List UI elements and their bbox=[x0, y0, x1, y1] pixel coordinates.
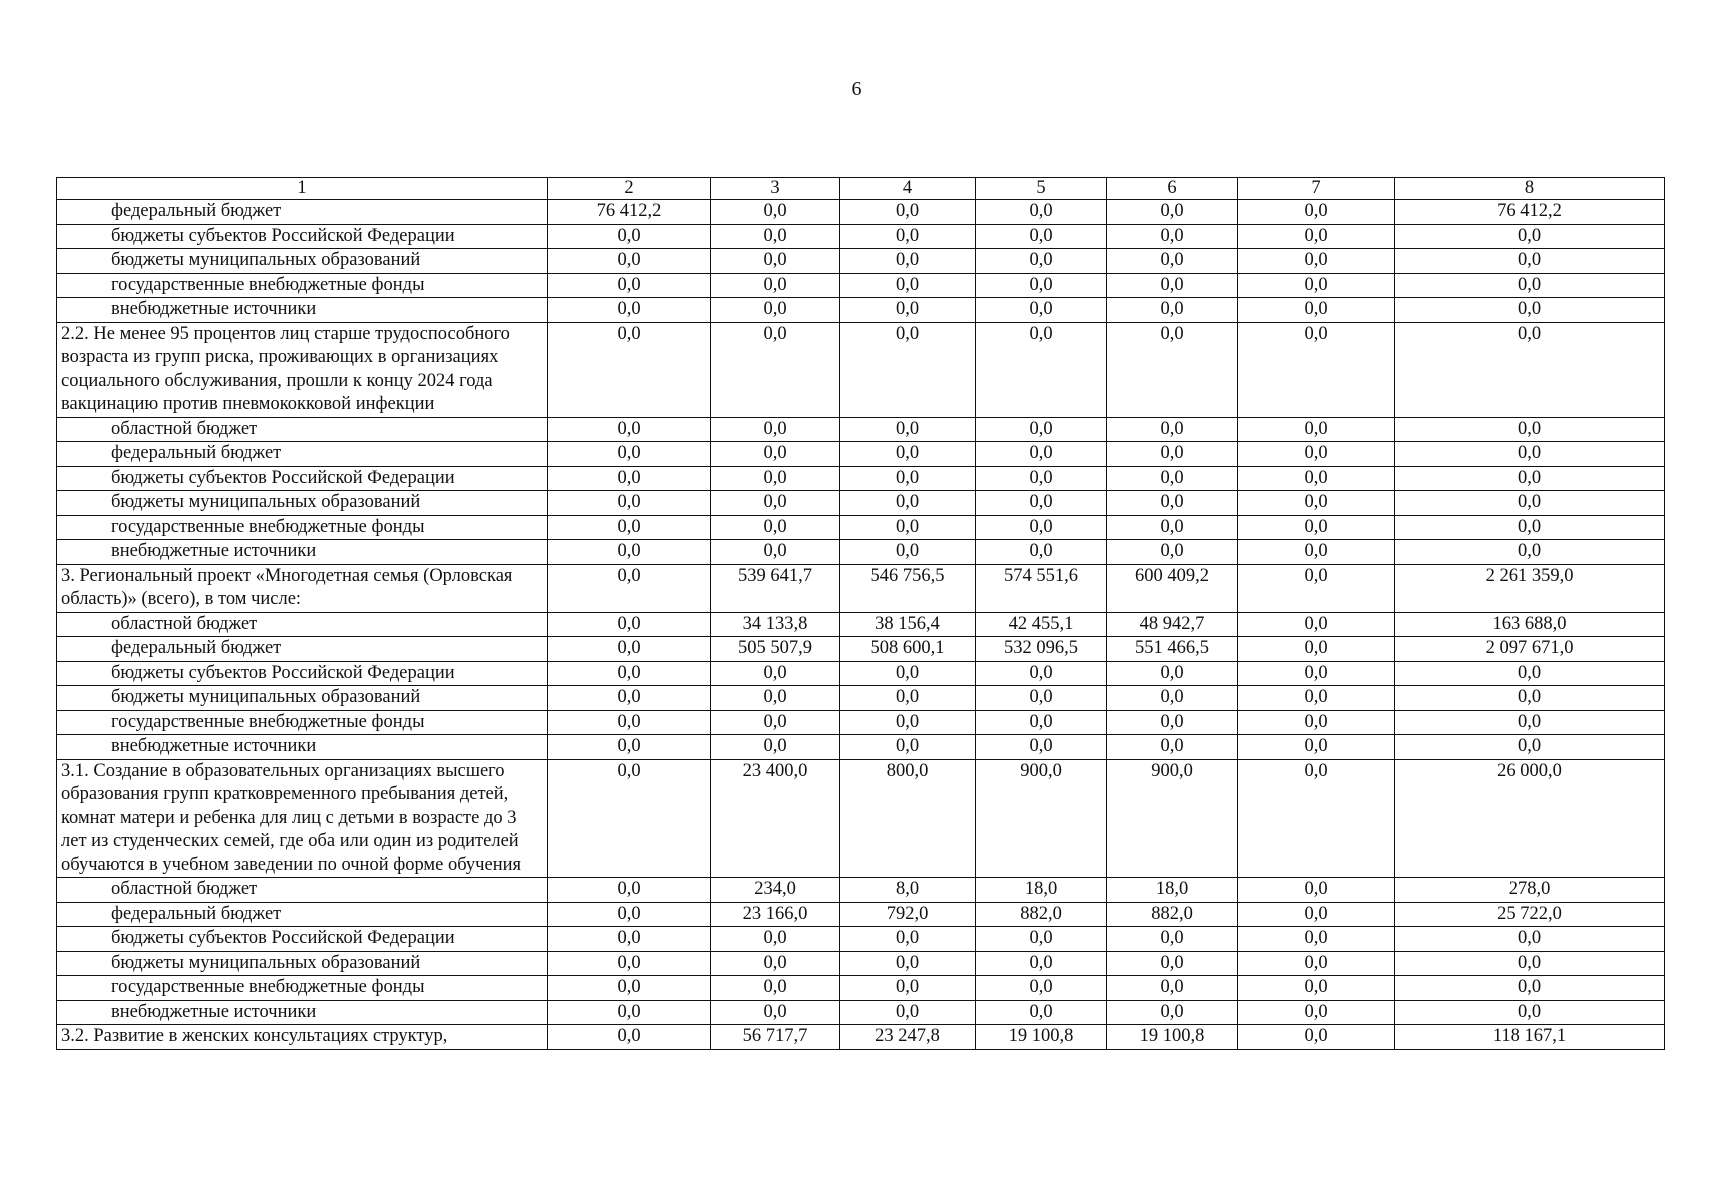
value-cell: 0,0 bbox=[1238, 612, 1395, 637]
value-cell: 546 756,5 bbox=[840, 564, 976, 612]
value-cell: 0,0 bbox=[548, 661, 711, 686]
value-cell: 0,0 bbox=[1107, 298, 1238, 323]
value-cell: 0,0 bbox=[711, 927, 840, 952]
value-cell: 0,0 bbox=[548, 735, 711, 760]
value-cell: 0,0 bbox=[1107, 735, 1238, 760]
value-cell: 0,0 bbox=[548, 710, 711, 735]
value-cell: 0,0 bbox=[1238, 515, 1395, 540]
table-row bbox=[57, 637, 1665, 662]
value-cell: 19 100,8 bbox=[1107, 1025, 1238, 1050]
value-cell: 0,0 bbox=[840, 249, 976, 274]
column-number: 7 bbox=[1238, 178, 1395, 200]
value-cell: 0,0 bbox=[1395, 298, 1665, 323]
table-row bbox=[57, 442, 1665, 467]
value-cell: 0,0 bbox=[1395, 951, 1665, 976]
value-cell: 0,0 bbox=[1107, 1000, 1238, 1025]
value-cell: 0,0 bbox=[1395, 735, 1665, 760]
value-cell: 505 507,9 bbox=[711, 637, 840, 662]
table-row bbox=[57, 902, 1665, 927]
value-cell: 0,0 bbox=[976, 224, 1107, 249]
value-cell: 0,0 bbox=[548, 637, 711, 662]
column-number: 6 bbox=[1107, 178, 1238, 200]
table-row bbox=[57, 661, 1665, 686]
value-cell: 0,0 bbox=[1395, 491, 1665, 516]
row-label: бюджеты субъектов Российской Федерации bbox=[57, 466, 548, 491]
value-cell: 0,0 bbox=[976, 661, 1107, 686]
value-cell: 0,0 bbox=[711, 515, 840, 540]
table-row bbox=[57, 612, 1665, 637]
value-cell: 38 156,4 bbox=[840, 612, 976, 637]
value-cell: 551 466,5 bbox=[1107, 637, 1238, 662]
row-label: федеральный бюджет bbox=[57, 637, 548, 662]
row-label: внебюджетные источники bbox=[57, 298, 548, 323]
value-cell: 0,0 bbox=[840, 661, 976, 686]
value-cell: 0,0 bbox=[711, 298, 840, 323]
value-cell: 0,0 bbox=[548, 878, 711, 903]
value-cell: 0,0 bbox=[976, 442, 1107, 467]
value-cell: 18,0 bbox=[1107, 878, 1238, 903]
value-cell: 0,0 bbox=[548, 540, 711, 565]
value-cell: 26 000,0 bbox=[1395, 759, 1665, 878]
value-cell: 56 717,7 bbox=[711, 1025, 840, 1050]
value-cell: 0,0 bbox=[840, 735, 976, 760]
table-row bbox=[57, 735, 1665, 760]
value-cell: 0,0 bbox=[976, 1000, 1107, 1025]
value-cell: 0,0 bbox=[711, 224, 840, 249]
value-cell: 508 600,1 bbox=[840, 637, 976, 662]
value-cell: 0,0 bbox=[976, 735, 1107, 760]
value-cell: 34 133,8 bbox=[711, 612, 840, 637]
value-cell: 539 641,7 bbox=[711, 564, 840, 612]
value-cell: 0,0 bbox=[711, 540, 840, 565]
value-cell: 0,0 bbox=[548, 249, 711, 274]
value-cell: 0,0 bbox=[1107, 515, 1238, 540]
value-cell: 0,0 bbox=[711, 951, 840, 976]
value-cell: 0,0 bbox=[1395, 710, 1665, 735]
row-label: областной бюджет bbox=[57, 417, 548, 442]
table-row bbox=[57, 515, 1665, 540]
value-cell: 0,0 bbox=[840, 710, 976, 735]
row-label: федеральный бюджет bbox=[57, 200, 548, 225]
value-cell: 2 261 359,0 bbox=[1395, 564, 1665, 612]
value-cell: 0,0 bbox=[840, 322, 976, 417]
value-cell: 0,0 bbox=[1107, 200, 1238, 225]
column-number: 1 bbox=[57, 178, 548, 200]
value-cell: 0,0 bbox=[1238, 878, 1395, 903]
table-row bbox=[57, 564, 1665, 612]
value-cell: 234,0 bbox=[711, 878, 840, 903]
value-cell: 0,0 bbox=[711, 417, 840, 442]
value-cell: 0,0 bbox=[548, 1025, 711, 1050]
value-cell: 0,0 bbox=[1395, 927, 1665, 952]
value-cell: 23 166,0 bbox=[711, 902, 840, 927]
value-cell: 532 096,5 bbox=[976, 637, 1107, 662]
value-cell: 0,0 bbox=[711, 735, 840, 760]
value-cell: 0,0 bbox=[1238, 442, 1395, 467]
value-cell: 0,0 bbox=[1238, 759, 1395, 878]
value-cell: 0,0 bbox=[1238, 491, 1395, 516]
value-cell: 0,0 bbox=[1395, 442, 1665, 467]
row-label: бюджеты муниципальных образований bbox=[57, 686, 548, 711]
value-cell: 0,0 bbox=[840, 540, 976, 565]
value-cell: 0,0 bbox=[840, 466, 976, 491]
table-row bbox=[57, 1000, 1665, 1025]
value-cell: 0,0 bbox=[711, 442, 840, 467]
value-cell: 25 722,0 bbox=[1395, 902, 1665, 927]
column-number: 8 bbox=[1395, 178, 1665, 200]
value-cell: 0,0 bbox=[976, 322, 1107, 417]
value-cell: 76 412,2 bbox=[1395, 200, 1665, 225]
row-label: 3.2. Развитие в женских консультациях структур, bbox=[57, 1025, 548, 1050]
row-label: внебюджетные источники bbox=[57, 1000, 548, 1025]
value-cell: 0,0 bbox=[976, 976, 1107, 1001]
table-row bbox=[57, 491, 1665, 516]
table-row bbox=[57, 710, 1665, 735]
value-cell: 0,0 bbox=[1238, 224, 1395, 249]
table-row bbox=[57, 417, 1665, 442]
value-cell: 0,0 bbox=[976, 686, 1107, 711]
value-cell: 0,0 bbox=[1395, 466, 1665, 491]
value-cell: 0,0 bbox=[976, 249, 1107, 274]
value-cell: 0,0 bbox=[1238, 1000, 1395, 1025]
value-cell: 0,0 bbox=[976, 515, 1107, 540]
value-cell: 19 100,8 bbox=[976, 1025, 1107, 1050]
value-cell: 0,0 bbox=[1238, 902, 1395, 927]
value-cell: 900,0 bbox=[976, 759, 1107, 878]
value-cell: 0,0 bbox=[548, 491, 711, 516]
value-cell: 0,0 bbox=[1107, 686, 1238, 711]
value-cell: 0,0 bbox=[548, 951, 711, 976]
value-cell: 0,0 bbox=[1238, 564, 1395, 612]
table-row bbox=[57, 466, 1665, 491]
value-cell: 0,0 bbox=[1238, 661, 1395, 686]
value-cell: 0,0 bbox=[548, 273, 711, 298]
value-cell: 0,0 bbox=[1107, 710, 1238, 735]
row-label: государственные внебюджетные фонды bbox=[57, 515, 548, 540]
value-cell: 0,0 bbox=[548, 564, 711, 612]
value-cell: 0,0 bbox=[548, 612, 711, 637]
value-cell: 0,0 bbox=[1238, 249, 1395, 274]
column-number: 5 bbox=[976, 178, 1107, 200]
value-cell: 23 247,8 bbox=[840, 1025, 976, 1050]
value-cell: 23 400,0 bbox=[711, 759, 840, 878]
row-label: федеральный бюджет bbox=[57, 442, 548, 467]
value-cell: 0,0 bbox=[840, 224, 976, 249]
value-cell: 0,0 bbox=[1395, 540, 1665, 565]
table-row bbox=[57, 273, 1665, 298]
value-cell: 0,0 bbox=[976, 927, 1107, 952]
value-cell: 0,0 bbox=[840, 976, 976, 1001]
value-cell: 0,0 bbox=[711, 466, 840, 491]
row-label: 3. Региональный проект «Многодетная семья (Орловская область)» (всего), в том числе: bbox=[57, 564, 548, 612]
table-row bbox=[57, 249, 1665, 274]
table-row bbox=[57, 686, 1665, 711]
value-cell: 882,0 bbox=[976, 902, 1107, 927]
value-cell: 0,0 bbox=[548, 759, 711, 878]
value-cell: 0,0 bbox=[711, 686, 840, 711]
value-cell: 0,0 bbox=[548, 224, 711, 249]
table-row bbox=[57, 878, 1665, 903]
value-cell: 0,0 bbox=[1107, 249, 1238, 274]
row-label: государственные внебюджетные фонды bbox=[57, 273, 548, 298]
value-cell: 0,0 bbox=[840, 491, 976, 516]
value-cell: 163 688,0 bbox=[1395, 612, 1665, 637]
value-cell: 0,0 bbox=[711, 491, 840, 516]
value-cell: 118 167,1 bbox=[1395, 1025, 1665, 1050]
value-cell: 574 551,6 bbox=[976, 564, 1107, 612]
table-row bbox=[57, 200, 1665, 225]
value-cell: 0,0 bbox=[1107, 322, 1238, 417]
value-cell: 0,0 bbox=[1238, 951, 1395, 976]
value-cell: 0,0 bbox=[548, 322, 711, 417]
value-cell: 0,0 bbox=[976, 540, 1107, 565]
value-cell: 42 455,1 bbox=[976, 612, 1107, 637]
value-cell: 0,0 bbox=[548, 515, 711, 540]
value-cell: 0,0 bbox=[711, 273, 840, 298]
column-number: 2 bbox=[548, 178, 711, 200]
value-cell: 0,0 bbox=[711, 322, 840, 417]
row-label: областной бюджет bbox=[57, 612, 548, 637]
value-cell: 0,0 bbox=[1395, 273, 1665, 298]
value-cell: 0,0 bbox=[1107, 976, 1238, 1001]
table-body bbox=[57, 178, 1665, 1050]
value-cell: 0,0 bbox=[840, 298, 976, 323]
row-label: бюджеты субъектов Российской Федерации bbox=[57, 661, 548, 686]
table-row bbox=[57, 298, 1665, 323]
row-label: бюджеты субъектов Российской Федерации bbox=[57, 224, 548, 249]
column-number-row bbox=[57, 178, 1665, 200]
value-cell: 0,0 bbox=[976, 951, 1107, 976]
value-cell: 0,0 bbox=[840, 927, 976, 952]
value-cell: 0,0 bbox=[1238, 710, 1395, 735]
row-label: внебюджетные источники bbox=[57, 540, 548, 565]
row-label: 2.2. Не менее 95 процентов лиц старше трудоспособного возраста из групп риска, проживающих в организациях социального обслуживания, прошли к концу 2024 года вакцинацию против пневмококковой инфекции bbox=[57, 322, 548, 417]
value-cell: 18,0 bbox=[976, 878, 1107, 903]
value-cell: 0,0 bbox=[976, 200, 1107, 225]
table-row bbox=[57, 540, 1665, 565]
value-cell: 800,0 bbox=[840, 759, 976, 878]
value-cell: 0,0 bbox=[1107, 417, 1238, 442]
value-cell: 0,0 bbox=[1107, 466, 1238, 491]
value-cell: 0,0 bbox=[1107, 927, 1238, 952]
value-cell: 792,0 bbox=[840, 902, 976, 927]
value-cell: 0,0 bbox=[1238, 976, 1395, 1001]
value-cell: 8,0 bbox=[840, 878, 976, 903]
value-cell: 0,0 bbox=[976, 298, 1107, 323]
row-label: федеральный бюджет bbox=[57, 902, 548, 927]
value-cell: 0,0 bbox=[840, 200, 976, 225]
value-cell: 0,0 bbox=[1238, 927, 1395, 952]
value-cell: 0,0 bbox=[1107, 661, 1238, 686]
value-cell: 0,0 bbox=[840, 417, 976, 442]
row-label: бюджеты субъектов Российской Федерации bbox=[57, 927, 548, 952]
value-cell: 0,0 bbox=[548, 976, 711, 1001]
value-cell: 0,0 bbox=[1238, 686, 1395, 711]
value-cell: 882,0 bbox=[1107, 902, 1238, 927]
value-cell: 278,0 bbox=[1395, 878, 1665, 903]
value-cell: 0,0 bbox=[548, 686, 711, 711]
table-row bbox=[57, 322, 1665, 417]
row-label: бюджеты муниципальных образований bbox=[57, 249, 548, 274]
value-cell: 0,0 bbox=[1395, 686, 1665, 711]
value-cell: 0,0 bbox=[711, 249, 840, 274]
value-cell: 0,0 bbox=[1395, 322, 1665, 417]
row-label: бюджеты муниципальных образований bbox=[57, 951, 548, 976]
row-label: областной бюджет bbox=[57, 878, 548, 903]
value-cell: 0,0 bbox=[1238, 322, 1395, 417]
value-cell: 0,0 bbox=[976, 273, 1107, 298]
value-cell: 0,0 bbox=[711, 1000, 840, 1025]
value-cell: 900,0 bbox=[1107, 759, 1238, 878]
value-cell: 0,0 bbox=[1107, 491, 1238, 516]
value-cell: 0,0 bbox=[976, 710, 1107, 735]
value-cell: 0,0 bbox=[711, 661, 840, 686]
value-cell: 0,0 bbox=[840, 515, 976, 540]
value-cell: 0,0 bbox=[548, 927, 711, 952]
page-number: 6 bbox=[851, 78, 862, 100]
row-label: государственные внебюджетные фонды bbox=[57, 976, 548, 1001]
value-cell: 0,0 bbox=[840, 273, 976, 298]
value-cell: 0,0 bbox=[1395, 661, 1665, 686]
value-cell: 600 409,2 bbox=[1107, 564, 1238, 612]
value-cell: 0,0 bbox=[548, 466, 711, 491]
column-number: 4 bbox=[840, 178, 976, 200]
value-cell: 0,0 bbox=[976, 417, 1107, 442]
table-row bbox=[57, 1025, 1665, 1050]
row-label: 3.1. Создание в образовательных организациях высшего образования групп кратковременного пребывания детей, комнат матери и ребенка для лиц с детьми в возрасте до 3 лет из студенческих семей, где оба или один из родителей обучаются в учебном заведении по очной форме обучения bbox=[57, 759, 548, 878]
value-cell: 0,0 bbox=[1395, 976, 1665, 1001]
value-cell: 0,0 bbox=[840, 951, 976, 976]
value-cell: 48 942,7 bbox=[1107, 612, 1238, 637]
value-cell: 0,0 bbox=[1238, 200, 1395, 225]
table-row bbox=[57, 224, 1665, 249]
value-cell: 0,0 bbox=[548, 902, 711, 927]
value-cell: 0,0 bbox=[1107, 951, 1238, 976]
value-cell: 0,0 bbox=[1395, 417, 1665, 442]
table-row bbox=[57, 951, 1665, 976]
table-row bbox=[57, 976, 1665, 1001]
value-cell: 0,0 bbox=[548, 417, 711, 442]
value-cell: 0,0 bbox=[1238, 417, 1395, 442]
value-cell: 0,0 bbox=[976, 491, 1107, 516]
table-row bbox=[57, 927, 1665, 952]
value-cell: 0,0 bbox=[840, 442, 976, 467]
value-cell: 0,0 bbox=[1107, 224, 1238, 249]
value-cell: 0,0 bbox=[548, 1000, 711, 1025]
value-cell: 0,0 bbox=[1238, 1025, 1395, 1050]
value-cell: 0,0 bbox=[1395, 515, 1665, 540]
row-label: бюджеты муниципальных образований bbox=[57, 491, 548, 516]
value-cell: 0,0 bbox=[1395, 1000, 1665, 1025]
value-cell: 0,0 bbox=[548, 442, 711, 467]
value-cell: 0,0 bbox=[1395, 249, 1665, 274]
value-cell: 0,0 bbox=[1238, 637, 1395, 662]
row-label: внебюджетные источники bbox=[57, 735, 548, 760]
column-number: 3 bbox=[711, 178, 840, 200]
value-cell: 0,0 bbox=[711, 200, 840, 225]
value-cell: 0,0 bbox=[1238, 273, 1395, 298]
value-cell: 0,0 bbox=[1107, 273, 1238, 298]
value-cell: 76 412,2 bbox=[548, 200, 711, 225]
value-cell: 0,0 bbox=[840, 686, 976, 711]
value-cell: 0,0 bbox=[711, 976, 840, 1001]
value-cell: 0,0 bbox=[1395, 224, 1665, 249]
value-cell: 0,0 bbox=[1107, 540, 1238, 565]
budget-table bbox=[56, 177, 1665, 1050]
value-cell: 0,0 bbox=[840, 1000, 976, 1025]
value-cell: 0,0 bbox=[1107, 442, 1238, 467]
value-cell: 0,0 bbox=[1238, 466, 1395, 491]
value-cell: 0,0 bbox=[1238, 540, 1395, 565]
value-cell: 0,0 bbox=[711, 710, 840, 735]
table-row bbox=[57, 759, 1665, 878]
value-cell: 0,0 bbox=[548, 298, 711, 323]
value-cell: 0,0 bbox=[1238, 735, 1395, 760]
value-cell: 0,0 bbox=[976, 466, 1107, 491]
value-cell: 2 097 671,0 bbox=[1395, 637, 1665, 662]
row-label: государственные внебюджетные фонды bbox=[57, 710, 548, 735]
value-cell: 0,0 bbox=[1238, 298, 1395, 323]
